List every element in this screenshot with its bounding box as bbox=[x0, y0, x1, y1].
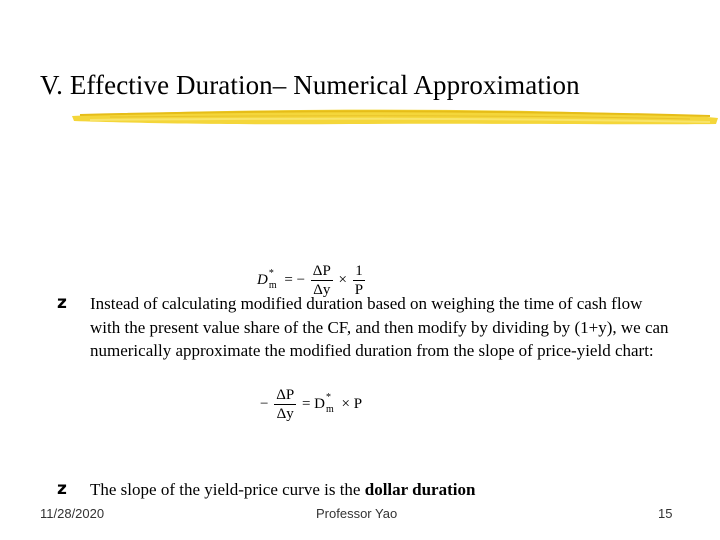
footer-date: 11/28/2020 bbox=[40, 506, 105, 521]
formula-times: × bbox=[338, 272, 348, 288]
footer-page-number: 15 bbox=[658, 506, 673, 521]
slide-title: V. Effective Duration– Numerical Approximation bbox=[40, 70, 580, 100]
bullet-text-2: The slope of the yield-price curve is the dollar duration bbox=[90, 480, 476, 499]
bullet-icon: z bbox=[57, 293, 67, 313]
formula-negative: − bbox=[260, 396, 269, 412]
formula-equals-minus: = − bbox=[284, 272, 306, 288]
formula-d-symbol: $D^*_m$ bbox=[257, 268, 277, 291]
fraction-dp-dy: $\frac{\Delta P}{\Delta y}$ bbox=[312, 263, 331, 298]
bullet-text-1: Instead of calculating modified duration based on weighing the time of cash flow with the present value share of the CF, and then modify by dividing by (1+y), we can numerically approximate the modified duration from the slope of price-yield chart: bbox=[90, 294, 669, 360]
title-underline-brushstroke bbox=[70, 104, 720, 130]
bullet-icon: z bbox=[57, 479, 67, 499]
fraction-one-over-p: $\frac{1}{P}$ bbox=[354, 263, 364, 298]
formula-times-p: × P bbox=[341, 396, 363, 412]
formula-equals-d: = $D^*_m$ bbox=[301, 392, 334, 415]
footer-author: Professor Yao bbox=[316, 506, 398, 521]
dollar-duration-emphasis: dollar duration bbox=[364, 480, 476, 499]
dollar-change-formula bbox=[258, 386, 364, 423]
fraction-dp-dy-2: $\frac{\Delta P}{\Delta y}$ bbox=[276, 387, 295, 422]
